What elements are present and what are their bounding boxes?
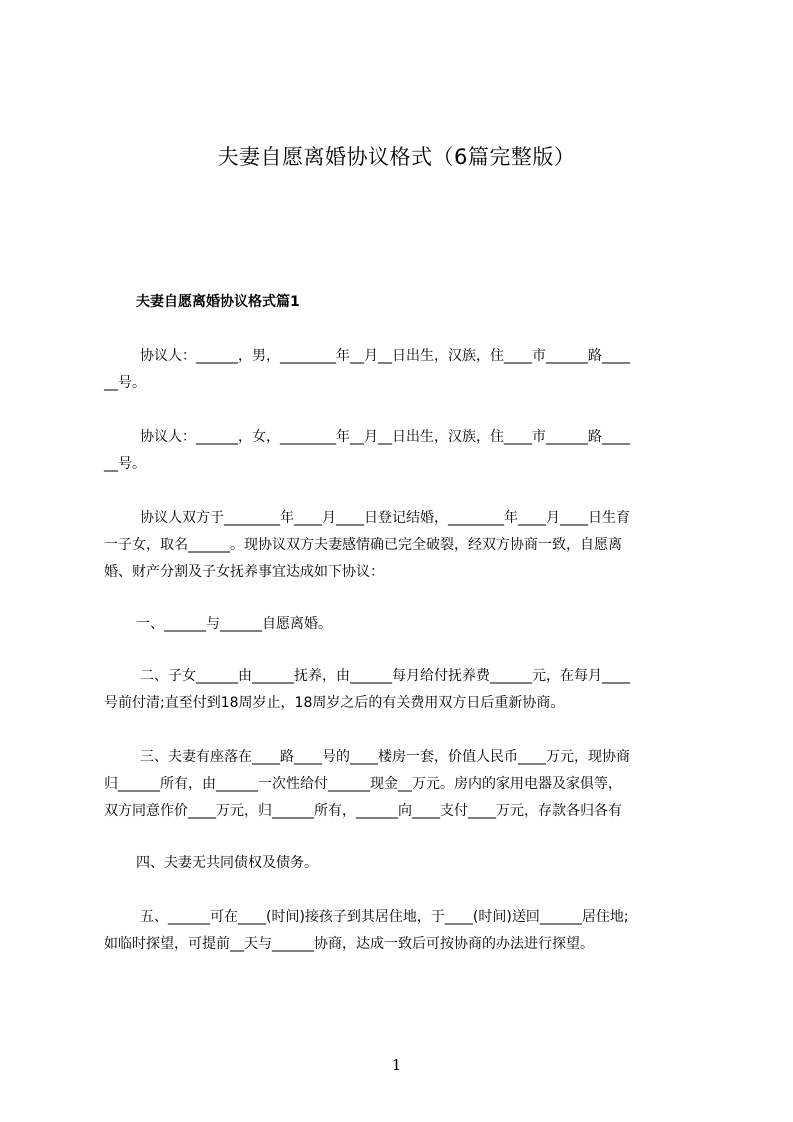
paragraph-6-line-3: 双方同意作价____万元，归______所有，______向____支付____万元，存款各归各有 [104,803,622,819]
paragraph-2-line-2: __号。 [104,456,146,472]
paragraph-8-line-1: 五、______可在____(时间)接孩子到其居住地，于____(时间)送回______居住地; [140,909,629,925]
paragraph-8-line-2: 如临时探望，可提前__天与______协商，达成一致后可按协商的办法进行探望。 [104,936,594,952]
paragraph-1-line-2: __号。 [104,375,146,391]
document-title: 夫妻自愿离婚协议格式（6篇完整版） [217,145,576,169]
paragraph-7-line-1: 四、夫妻无共同债权及债务。 [136,855,318,871]
paragraph-3-line-1: 协议人双方于________年____月____日登记结婚，________年____月____日生育 [140,510,630,526]
paragraph-6-line-2: 归______所有，由______一次性给付______现金__万元。房内的家用电器及家俱等， [104,776,622,792]
paragraph-1-line-1: 协议人：______，男，________年__月__日出生，汉族，住____市______路____ [140,348,630,364]
paragraph-3-line-2: 一子女，取名______。现协议双方夫妻感情确已完全破裂，经双方协商一致，自愿离 [104,537,622,553]
section-heading: 夫妻自愿离婚协议格式篇1 [136,294,300,310]
paragraph-6-line-1: 三、夫妻有座落在____路____号的____楼房一套，价值人民币____万元，现协商 [140,749,630,765]
page-number: 1 [391,1056,402,1074]
paragraph-2-line-1: 协议人：______，女，________年__月__日出生，汉族，住____市______路____ [140,429,630,445]
paragraph-5-line-1: 二、子女______由______抚养，由______每月给付抚养费______元，在每月____ [140,668,630,684]
paragraph-3-line-3: 婚、财产分割及子女抚养事宜达成如下协议： [104,564,384,580]
paragraph-4-line-1: 一、______与______自愿离婚。 [136,616,332,632]
paragraph-5-line-2: 号前付清;直至付到18周岁止，18周岁之后的有关费用双方日后重新协商。 [104,695,565,711]
